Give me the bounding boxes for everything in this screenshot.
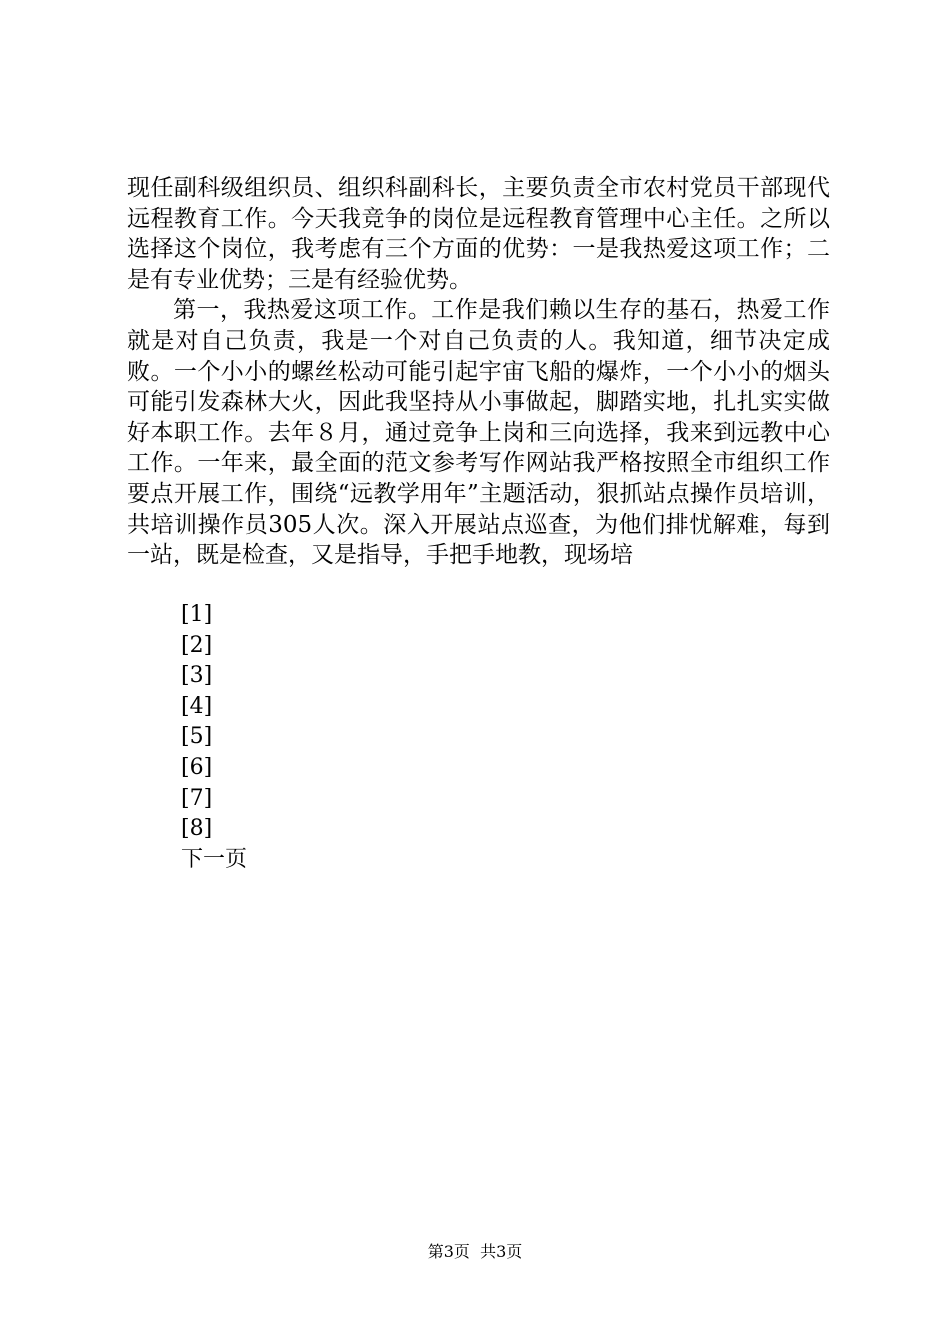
page-number-label: 第3页 共3页	[427, 1242, 523, 1261]
document-body	[127, 173, 830, 571]
page-link-8[interactable]: [8]	[181, 816, 213, 842]
page-link-4[interactable]: [4]	[181, 693, 213, 719]
page-link-7[interactable]: [7]	[181, 785, 213, 811]
pagination-list	[181, 600, 247, 875]
paragraph-first-point: 第一，我热爱这项工作。工作是我们赖以生存的基石，热爱工作就是对自己负责，我是一个对自己负责的人。我知道，细节决定成败。一个小小的螺丝松动可能引起宇宙飞船的爆炸，一个小小的烟头可能引发森林大火，因此我坚持从小事做起，脚踏实地，扎扎实实做好本职工作。去年８月，通过竞争上岗和三向选择，我来到远教中心工作。一年来，最全面的范文参考写作网站我严格按照全市组织工作要点开展工作，围绕“远教学用年”主题活动，狠抓站点操作员培训，共培训操作员305人次。深入开展站点巡查，为他们排忧解难，每到一站，既是检查，又是指导，手把手地教，现场培	[127, 297, 830, 569]
page-link-1[interactable]: [1]	[181, 602, 213, 627]
page-footer	[0, 1240, 950, 1264]
page-link-6[interactable]: [6]	[181, 754, 213, 780]
page-link-3[interactable]: [3]	[181, 663, 213, 689]
page-link-2[interactable]: [2]	[181, 632, 213, 658]
paragraph-intro: 现任副科级组织员、组织科副科长，主要负责全市农村党员干部现代远程教育工作。今天我竞争的岗位是远程教育管理中心主任。之所以选择这个岗位，我考虑有三个方面的优势：一是我热爱这项工作；二是有专业优势；三是有经验优势。	[127, 175, 830, 293]
page-link-5[interactable]: [5]	[181, 724, 213, 750]
next-page-link[interactable]: 下一页	[181, 846, 248, 872]
